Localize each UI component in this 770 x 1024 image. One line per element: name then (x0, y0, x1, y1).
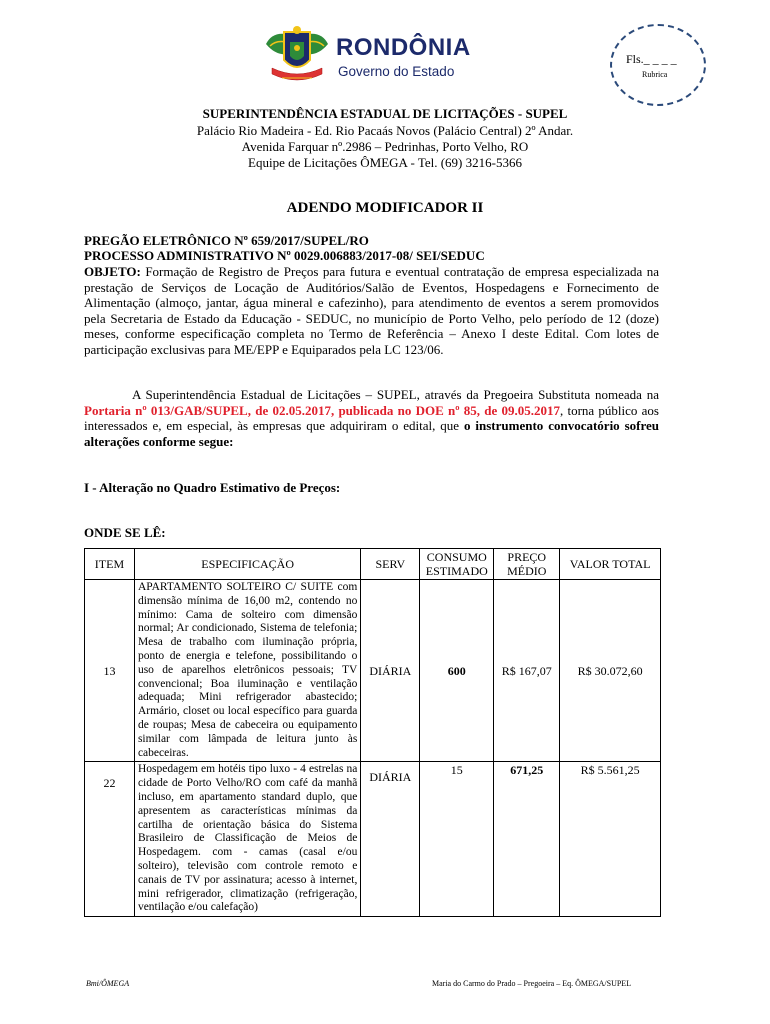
cell-consumo: 15 (420, 762, 494, 917)
cell-preco: R$ 167,07 (494, 580, 560, 762)
document-title: ADENDO MODIFICADOR II (286, 200, 484, 216)
intro-text-1: A Superintendência Estadual de Licitações – SUPEL, através da Pregoeira Substituta nomeada na (132, 387, 659, 402)
processo-number: PROCESSO ADMINISTRATIVO Nº 0029.006883/2017-08/ SEI/SEDUC (84, 248, 485, 263)
cell-item: 13 (85, 580, 135, 762)
objeto-label: OBJETO: (84, 264, 141, 279)
cell-item: 22 (85, 762, 135, 917)
header-serv: SERV (361, 549, 420, 580)
institution-address-2: Avenida Farquar nº.2986 – Pedrinhas, Porto Velho, RO (241, 139, 529, 154)
cell-serv: DIÁRIA (361, 762, 420, 917)
header-valor: VALOR TOTAL (560, 549, 661, 580)
table-header-row (85, 549, 661, 580)
header-consumo: CONSUMO ESTIMADO (420, 549, 494, 580)
footer-right: Maria do Carmo do Prado – Pregoeira – Eq. ÔMEGA/SUPEL (432, 979, 632, 988)
table-row (85, 580, 661, 762)
institution-contact: Equipe de Licitações ÔMEGA - Tel. (69) 3216-5366 (248, 155, 522, 170)
coat-of-arms-icon (262, 24, 332, 86)
section-title: I - Alteração no Quadro Estimativo de Preços: (84, 480, 341, 495)
objeto-text: Formação de Registro de Preços para futura e eventual contratação de empresa especializada na prestação de Serviços de Locação de Auditórios/Salão de Eventos, Hospedagens e Fornecimento de Alimentação (almoço, jantar, água mineral e cafezinho), para atendimento de eventos a serem promovidos pela Secretaria de Estado da Educação - SEDUC, no município de Porto Velho, pelo período de 12 (doze) meses, conforme especificação completa no Termo de Referência – Anexo I deste Edital. Com lotes de participação exclusivas para ME/EPP e Equiparados pela LC 123/06. (84, 264, 659, 357)
table-row (85, 762, 661, 917)
objeto-paragraph (84, 264, 659, 357)
header-item: ITEM (85, 549, 135, 580)
intro-text-2: , torna público aos interessados e, em especial, às empresas que adquiriram o edital, que (84, 402, 659, 433)
price-table (84, 548, 661, 917)
header-preco: PREÇO MÉDIO (494, 549, 560, 580)
portaria-reference: Portaria nº 013/GAB/SUPEL, de 02.05.2017, publicada no DOE nº 85, de 09.05.2017 (84, 402, 560, 418)
header-spec: ESPECIFICAÇÃO (134, 549, 360, 580)
footer-left: Bmi/ÔMEGA (86, 979, 130, 988)
cell-preco: 671,25 (494, 762, 560, 917)
stamp-rubrica: Rubrica (642, 70, 668, 79)
onde-se-le-label: ONDE SE LÊ: (84, 525, 166, 540)
logo-title: RONDÔNIA (336, 34, 471, 61)
cell-consumo: 600 (420, 580, 494, 762)
intro-paragraph (84, 387, 659, 449)
institution-address-1: Palácio Rio Madeira - Ed. Rio Pacaás Novos (Palácio Central) 2º Andar. (196, 123, 574, 138)
cell-valor: R$ 5.561,25 (560, 762, 661, 917)
intro-text-bold: o instrumento convocatório sofreu alterações conforme segue: (84, 418, 660, 449)
page-stamp (610, 24, 706, 106)
institution-title: SUPERINTENDÊNCIA ESTADUAL DE LICITAÇÕES - SUPEL (202, 106, 568, 121)
cell-spec: Hospedagem em hotéis tipo luxo - 4 estrelas na cidade de Porto Velho/RO com café da manhã incluso, em apartamento standard duplo, que apresentem as características mínimas da cartilha de orientação básica do Sistema Brasileiro de Classificação de Meios de Hospedagem. com - camas (casal e/ou solteiro), televisão com controle remoto e canais de TV por assinatura; acesso à internet, mini refrigerador, climatização (refrigeração, ventilação e/ou calefação) (134, 762, 360, 917)
cell-valor: R$ 30.072,60 (560, 580, 661, 762)
rondonia-logo (262, 24, 512, 86)
cell-serv: DIÁRIA (361, 580, 420, 762)
cell-spec: APARTAMENTO SOLTEIRO C/ SUITE com dimensão mínima de 16,00 m2, contendo no mínimo: Cama de solteiro com dimensão normal; Ar condicionado, Sistema de telefonia; Mesa de trabalho com iluminação própria, ponto de energia e telefone, possibilitando o uso de aparelhos eletrônicos pessoais; TV convencional; Boa iluminação e ventilação adequada; Mini refrigerador abastecido; Armário, closet ou local específico para guarda de roupas; Mesa de cabeceira ou equipamento similar com lâmpada de leitura junto às cabeceiras. (134, 580, 360, 762)
pregao-number: PREGÃO ELETRÔNICO Nº 659/2017/SUPEL/RO (84, 233, 369, 248)
stamp-fls: Fls._ _ _ _ (626, 52, 677, 66)
logo-subtitle: Governo do Estado (338, 64, 455, 79)
